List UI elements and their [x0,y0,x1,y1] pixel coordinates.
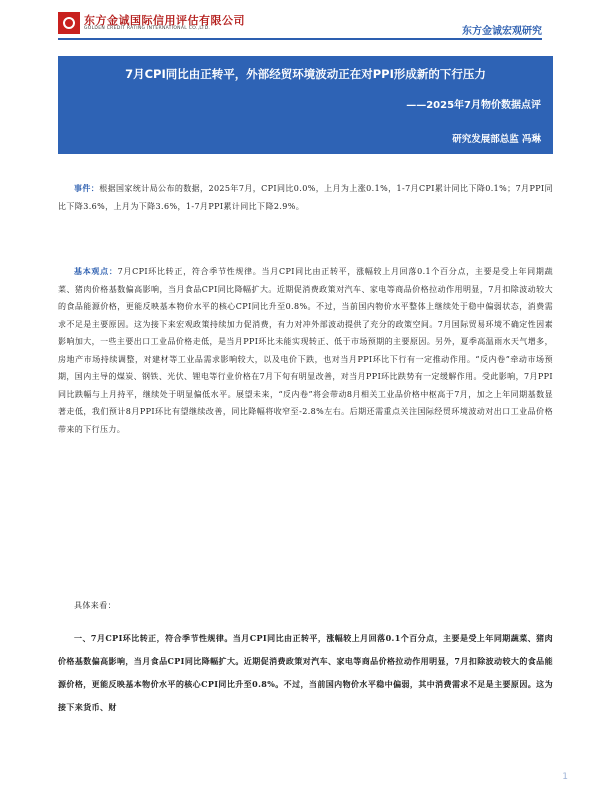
view-paragraph [58,263,553,438]
page-header [0,0,600,40]
page-number: 1 [562,772,568,782]
view-text: 7月CPI环比转正，符合季节性规律。当月CPI同比由正转平，涨幅较上月回落0.1个百分点，主要是受上年同期蔬菜、猪肉价格基数偏高影响，当月食品CPI同比降幅扩大。近期促消费政策对汽车、家电等商品价格拉动作用明显，7月扣除波动较大的食品能源价格，更能反映基本物价水平的核心CPI同比升至0.8%。不过，当前国内物价水平整体上继续处于稳中偏弱状态，消费需求不足是主要原因。这为接下来宏观政策持续加力促消费，有力对冲外部波动提供了充分的政策空间。7月国际贸易环境不确定性因素影响加大，一些主要出口工业品价格走低，是当月PPI环比未能实现转正、低于市场预期的主要原因。另外，夏季高温雨水天气增多，房地产市场持续调整，对建材等工业品需求影响较大，以及电价下跌，也对当月PPI环比下行有一定推动作用。“反内卷”牵动市场预期，国内主导的煤炭、钢铁、光伏、锂电等行业价格在7月下旬有明显改善，对当月PPI环比跌势有一定缓解作用。受此影响，7月PPI同比跌幅与上月持平，继续处于明显偏低水平。展望未来，“反内卷”将会带动8月相关工业品价格中枢高于7月，加之上年同期基数显著走低，我们预计8月PPI环比有望继续改善，同比降幅将收窄至-2.8%左右。后期还需重点关注国际经贸环境波动对出口工业品价格带来的下行压力。 [58,267,553,434]
event-label: 事件： [74,183,100,193]
event-paragraph [58,180,553,215]
header-divider [58,38,542,40]
report-subtitle: ——2025年7月物价数据点评 [406,100,541,111]
specific-intro: 具体来看： [74,601,116,610]
event-text: 根据国家统计局公布的数据，2025年7月，CPI同比0.0%，上月为上涨0.1%，1-7月CPI累计同比下降0.1%；7月PPI同比下降3.6%，上月为下降3.6%，1-7月PPI累计同比下降2.9%。 [58,184,553,211]
company-logo-icon [58,12,80,34]
view-label: 基本观点： [74,266,118,276]
logo-english-name: GOLDEN CREDIT RATING INTERNATIONAL CO.,LTD. [84,26,211,31]
brand-label: 东方金诚宏观研究 [462,26,542,37]
report-title: 7月CPI同比由正转平，外部经贸环境波动正在对PPI形成新的下行压力 [125,67,486,81]
report-author: 研究发展部总监 冯琳 [452,134,541,145]
section-1-paragraph: 一、7月CPI环比转正，符合季节性规律。当月CPI同比由正转平，涨幅较上月回落0.1个百分点，主要是受上年同期蔬菜、猪肉价格基数偏高影响，当月食品CPI同比降幅扩大。近期促消费政策对汽车、家电等商品价格拉动作用明显，7月扣除波动较大的食品能源价格，更能反映基本物价水平的核心CPI同比升至0.8%。不过，当前国内物价水平稳中偏弱，其中消费需求不足是主要原因。这为接下来货币、财 [58,633,553,712]
title-banner [58,56,553,154]
logo-chinese-name: 东方金诚国际信用评估有限公司 [84,14,245,27]
